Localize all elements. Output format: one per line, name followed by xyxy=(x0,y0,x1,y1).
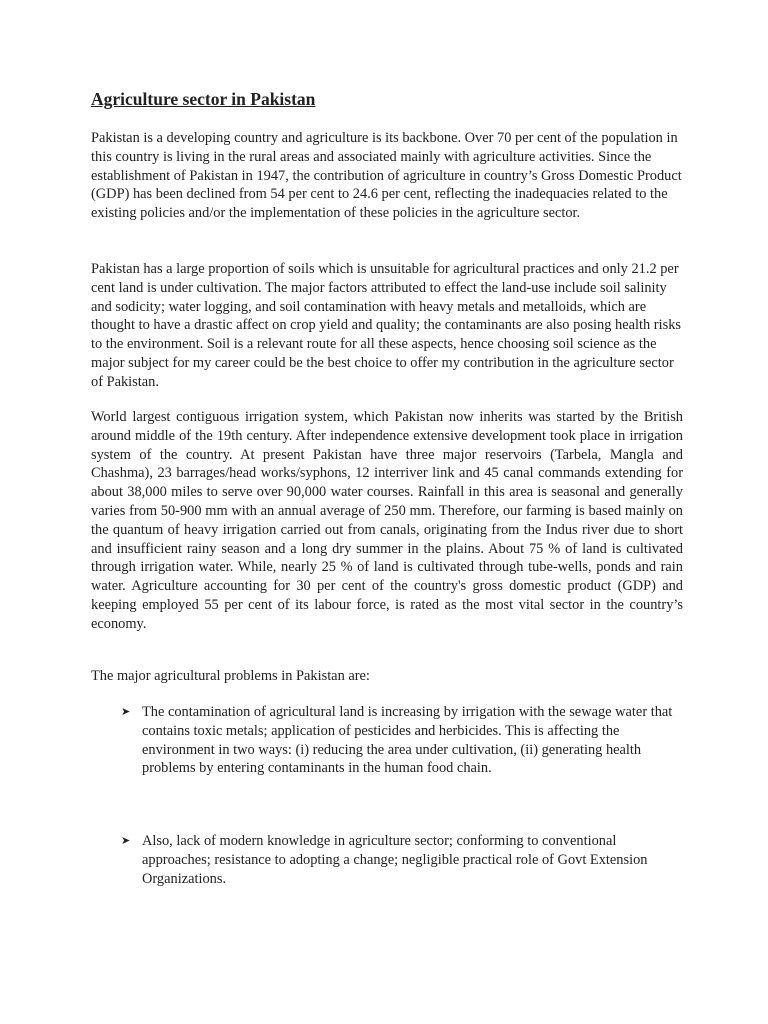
soils-paragraph: Pakistan has a large proportion of soils which is unsuitable for agricultural practices and only 21.2 per cent land is under cultivation. The major factors attributed to effect the land-use include soil salinity and sodicity; water logging, and soil contamination with heavy metals and metalloids, which are thought to have a drastic affect on crop yield and quality; the contaminants are also posing health risks to the environment. Soil is a relevant route for all these aspects, hence choosing soil science as the major subject for my career could be the best choice to offer my contribution in the agriculture sector of Pakistan. xyxy=(91,261,681,390)
list-item xyxy=(121,832,681,888)
irrigation-paragraph: World largest contiguous irrigation system, which Pakistan now inherits was started by the British around middle of the 19th century. After independence extensive development took place in irrigation system of the country. At present Pakistan have three major reservoirs (Tarbela, Mangla and Chashma), 23 barrages/head works/syphons, 12 interriver link and 45 canal commands extending for about 38,000 miles to serve over 90,000 water courses. Rainfall in this area is seasonal and generally varies from 50-900 mm with an annual average of 250 mm. Therefore, our farming is based mainly on the quantum of heavy irrigation carried out from canals, originating from the Indus river due to short and insufficient rainy season and a long dry summer in the plains. About 75 % of land is cultivated through irrigation water. While, nearly 25 % of land is cultivated through tube-wells, ponds and rain water. Agriculture accounting for 30 per cent of the country's gross domestic product (GDP) and keeping employed 55 per cent of its labour force, is rated as the most vital sector in the country’s economy. xyxy=(91,409,683,632)
list-item xyxy=(121,703,681,778)
arrowhead-bullet-icon: ➤ xyxy=(121,834,131,847)
bullet-text: Also, lack of modern knowledge in agriculture sector; conforming to conventional approaches; resistance to adopting a change; negligible practical role of Govt Extension Organizations. xyxy=(142,833,648,887)
arrowhead-bullet-icon: ➤ xyxy=(121,705,131,718)
intro-paragraph: Pakistan is a developing country and agriculture is its backbone. Over 70 per cent of the population in this country is living in the rural areas and associated mainly with agriculture activities. Since the establishment of Pakistan in 1947, the contribution of agriculture in country’s Gross Domestic Product (GDP) has been declined from 54 per cent to 24.6 per cent, reflecting the inadequacies related to the existing policies and/or the implementation of these policies in the agriculture sector. xyxy=(91,130,682,222)
page-title: Agriculture sector in Pakistan xyxy=(91,89,316,109)
problems-intro-paragraph: The major agricultural problems in Pakistan are: xyxy=(91,668,370,684)
bullet-text: The contamination of agricultural land is increasing by irrigation with the sewage water that contains toxic metals; application of pesticides and herbicides. This is affecting the environment in two ways: (i) reducing the area under cultivation, (ii) generating health problems by entering contaminants in the human food chain. xyxy=(142,704,673,777)
